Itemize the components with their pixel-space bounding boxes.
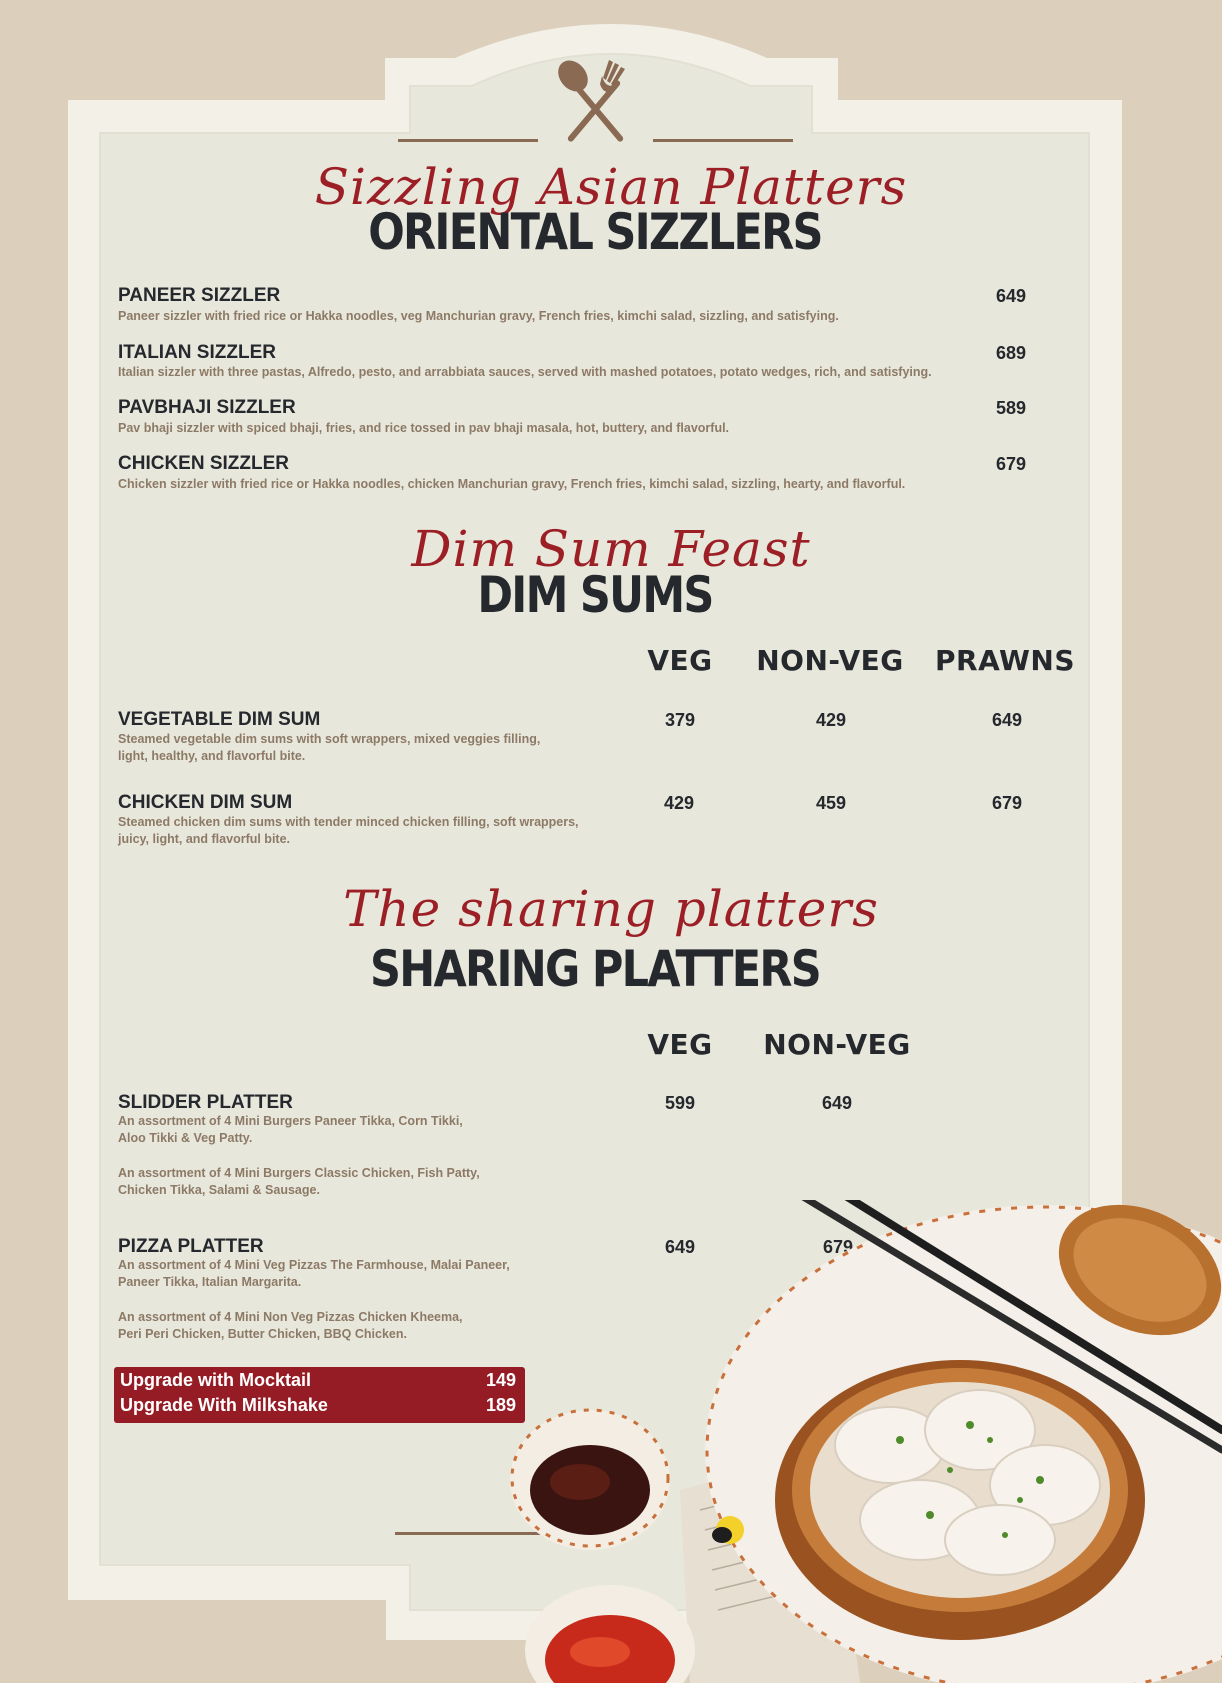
dimsums-title: DIM SUMS	[477, 566, 713, 624]
spoon-fork-icon	[551, 56, 641, 144]
column-header-prawns: PRAWNS	[935, 644, 1075, 677]
item-name: PIZZA PLATTER	[118, 1236, 264, 1257]
item-description-veg: Aloo Tikki & Veg Patty.	[118, 1131, 253, 1145]
upgrade-price: 189	[485, 1395, 516, 1415]
item-price-non-veg: 459	[815, 793, 847, 813]
sizzlers-title: ORIENTAL SIZZLERS	[368, 203, 822, 261]
upgrade-price: 149	[485, 1370, 516, 1390]
upgrade-row-milkshake	[120, 1395, 516, 1419]
upgrade-row-mocktail	[120, 1370, 516, 1394]
column-header-veg: VEG	[647, 644, 713, 677]
item-price-prawns: 679	[991, 793, 1023, 813]
upgrade-box	[114, 1367, 525, 1423]
column-header-non-veg: NON-VEG	[756, 644, 904, 677]
item-name: VEGETABLE DIM SUM	[118, 709, 321, 730]
item-name: ITALIAN SIZZLER	[118, 342, 276, 363]
item-description-veg: Paneer Tikka, Italian Margarita.	[118, 1275, 302, 1289]
platters-script-title: The sharing platters	[343, 880, 879, 938]
item-description: light, healthy, and flavorful bite.	[118, 749, 306, 763]
item-price-veg: 599	[664, 1093, 696, 1113]
item-name: PANEER SIZZLER	[118, 285, 281, 306]
item-description: Paneer sizzler with fried rice or Hakka noodles, veg Manchurian gravy, French fries, kimchi salad, sizzling, and satisfying.	[118, 309, 839, 323]
item-description-non-veg: An assortment of 4 Mini Non Veg Pizzas Chicken Kheema,	[118, 1310, 463, 1324]
dim-sum-food-photo	[500, 1200, 1222, 1683]
item-name: SLIDDER PLATTER	[118, 1092, 293, 1113]
item-description: Pav bhaji sizzler with spiced bhaji, fries, and rice tossed in pav bhaji masala, hot, buttery, and flavorful.	[118, 421, 730, 435]
item-name: CHICKEN DIM SUM	[118, 792, 293, 813]
item-description-veg: An assortment of 4 Mini Burgers Paneer Tikka, Corn Tikki,	[118, 1114, 463, 1128]
item-description-non-veg: Chicken Tikka, Salami & Sausage.	[118, 1183, 320, 1197]
item-description: Italian sizzler with three pastas, Alfredo, pesto, and arrabbiata sauces, served with mashed potatoes, potato wedges, rich, and satisfying.	[118, 365, 932, 379]
item-price-veg: 429	[663, 793, 695, 813]
item-price: 649	[995, 286, 1027, 306]
item-description-non-veg: Peri Peri Chicken, Butter Chicken, BBQ Chicken.	[118, 1327, 407, 1341]
item-price-prawns: 649	[991, 710, 1023, 730]
upgrade-label: Upgrade With Milkshake	[120, 1395, 328, 1415]
dimsums-script-title: Dim Sum Feast	[411, 520, 811, 578]
item-price: 679	[995, 454, 1027, 474]
item-name: CHICKEN SIZZLER	[118, 453, 289, 474]
item-price: 689	[995, 343, 1027, 363]
platters-title: SHARING PLATTERS	[369, 940, 821, 998]
column-header-veg: VEG	[647, 1028, 713, 1061]
item-description: Steamed vegetable dim sums with soft wrappers, mixed veggies filling,	[118, 732, 541, 746]
item-description: Steamed chicken dim sums with tender minced chicken filling, soft wrappers,	[118, 815, 579, 829]
item-price-non-veg: 429	[815, 710, 847, 730]
item-price-non-veg: 679	[822, 1237, 854, 1257]
upgrade-label: Upgrade with Mocktail	[120, 1370, 312, 1390]
item-price-veg: 649	[664, 1237, 696, 1257]
column-header-non-veg: NON-VEG	[763, 1028, 911, 1061]
item-description: juicy, light, and flavorful bite.	[118, 832, 291, 846]
item-price-non-veg: 649	[821, 1093, 853, 1113]
item-name: PAVBHAJI SIZZLER	[118, 397, 296, 418]
item-description-veg: An assortment of 4 Mini Veg Pizzas The Farmhouse, Malai Paneer,	[118, 1258, 510, 1272]
item-description: Chicken sizzler with fried rice or Hakka noodles, chicken Manchurian gravy, French fries, kimchi salad, sizzling, hearty, and flavorful.	[118, 477, 906, 491]
item-price-veg: 379	[664, 710, 696, 730]
item-description-non-veg: An assortment of 4 Mini Burgers Classic Chicken, Fish Patty,	[118, 1166, 480, 1180]
sizzlers-script-title: Sizzling Asian Platters	[314, 158, 908, 216]
item-price: 589	[995, 398, 1027, 418]
